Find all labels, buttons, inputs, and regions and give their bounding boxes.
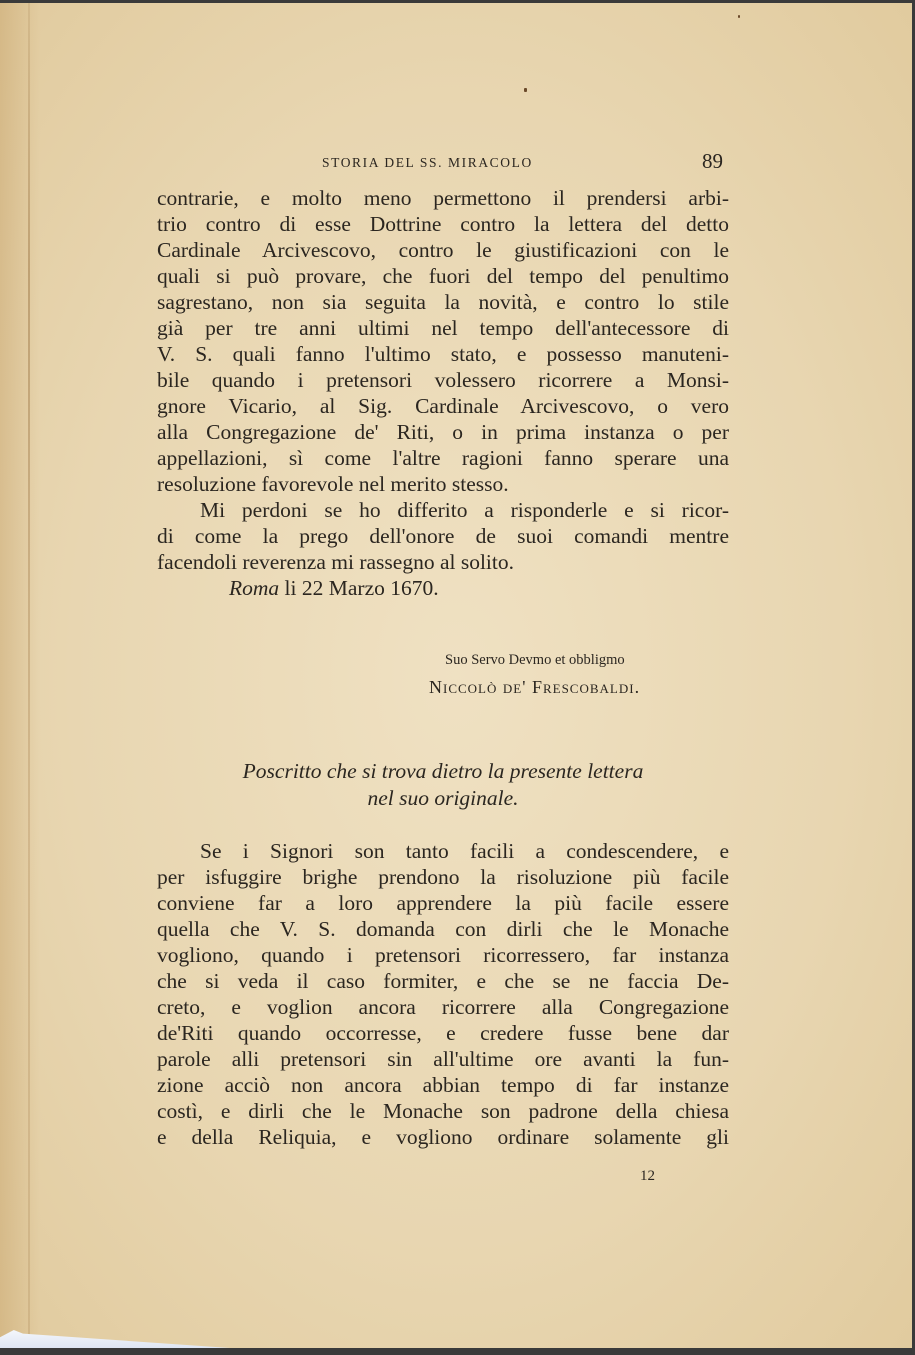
text-line: bile quando i pretensori volessero ricorrere a Monsi- <box>157 368 729 392</box>
text-line: contrarie, e molto meno permettono il prendersi arbi- <box>157 186 729 210</box>
text-line: di come la prego dell'onore de suoi comandi mentre <box>157 524 729 548</box>
text-line: quali si può provare, che fuori del tempo del penultimo <box>157 264 729 288</box>
text-line: V. S. quali fanno l'ultimo stato, e possesso manuteni- <box>157 342 729 366</box>
binding-fold <box>28 3 30 1348</box>
text-line: Se i Signori son tanto facili a condescendere, e <box>200 839 729 863</box>
text-line: trio contro di esse Dottrine contro la lettera del detto <box>157 212 729 236</box>
postscript-title <box>157 758 729 812</box>
text-line: conviene far a loro apprendere la più facile essere <box>157 891 729 915</box>
text-line: Cardinale Arcivescovo, contro le giustificazioni con le <box>157 238 729 262</box>
signer-name: Niccolò de' Frescobaldi. <box>429 677 641 697</box>
page-number: 89 <box>702 149 723 173</box>
text-line: costì, e dirli che le Monache son padrone della chiesa <box>157 1099 729 1123</box>
paper-speck <box>524 88 527 92</box>
text-line: vogliono, quando i pretensori ricorressero, far instanza <box>157 943 729 967</box>
text-line: e della Reliquia, e vogliono ordinare solamente gli <box>157 1125 729 1149</box>
dateline-date: li 22 Marzo 1670. <box>279 576 439 600</box>
paper-speck <box>738 15 740 18</box>
text-line: alla Congregazione de' Riti, o in prima instanza o per <box>157 420 729 444</box>
text-line: quella che V. S. domanda con dirli che le Monache <box>157 917 729 941</box>
signature-mark: 12 <box>640 1168 655 1184</box>
text-line: per isfuggire brighe prendono la risoluzione più facile <box>157 865 729 889</box>
postscript-body <box>157 838 729 1150</box>
text-line: parole alli pretensori sin all'ultime ore avanti la fun- <box>157 1047 729 1071</box>
text-line: già per tre anni ultimi nel tempo dell'antecessore di <box>157 316 729 340</box>
text-line: resoluzione favorevole nel merito stesso. <box>157 472 509 496</box>
text-line: de'Riti quando occorresse, e credere fusse bene dar <box>157 1021 729 1045</box>
letter-body <box>157 185 729 601</box>
text-line: appellazioni, sì come l'altre ragioni fanno sperare una <box>157 446 729 470</box>
text-line: creto, e voglion ancora ricorrere alla Congregazione <box>157 995 729 1019</box>
dateline-place: Roma <box>229 576 280 600</box>
scanned-page <box>0 3 912 1348</box>
text-line: che si veda il caso formiter, e che se ne faccia De- <box>157 969 729 993</box>
text-line: facendoli reverenza mi rassegno al solito. <box>157 550 514 574</box>
signoff: Suo Servo Devmo et obbligmo <box>445 652 625 668</box>
text-line: Mi perdoni se ho differito a risponderle e si ricor- <box>200 498 729 522</box>
dateline <box>157 575 729 601</box>
postscript-title-line: Poscritto che si trova dietro la presente lettera <box>242 759 644 783</box>
page-shadow <box>0 3 40 1348</box>
running-head: STORIA DEL SS. MIRACOLO <box>322 155 533 170</box>
text-line: zione acciò non ancora abbian tempo di far instanze <box>157 1073 729 1097</box>
text-line: sagrestano, non sia seguita la novità, e contro lo stile <box>157 290 729 314</box>
postscript-title-line: nel suo originale. <box>367 786 519 810</box>
text-line: gnore Vicario, al Sig. Cardinale Arcivescovo, o vero <box>157 394 729 418</box>
